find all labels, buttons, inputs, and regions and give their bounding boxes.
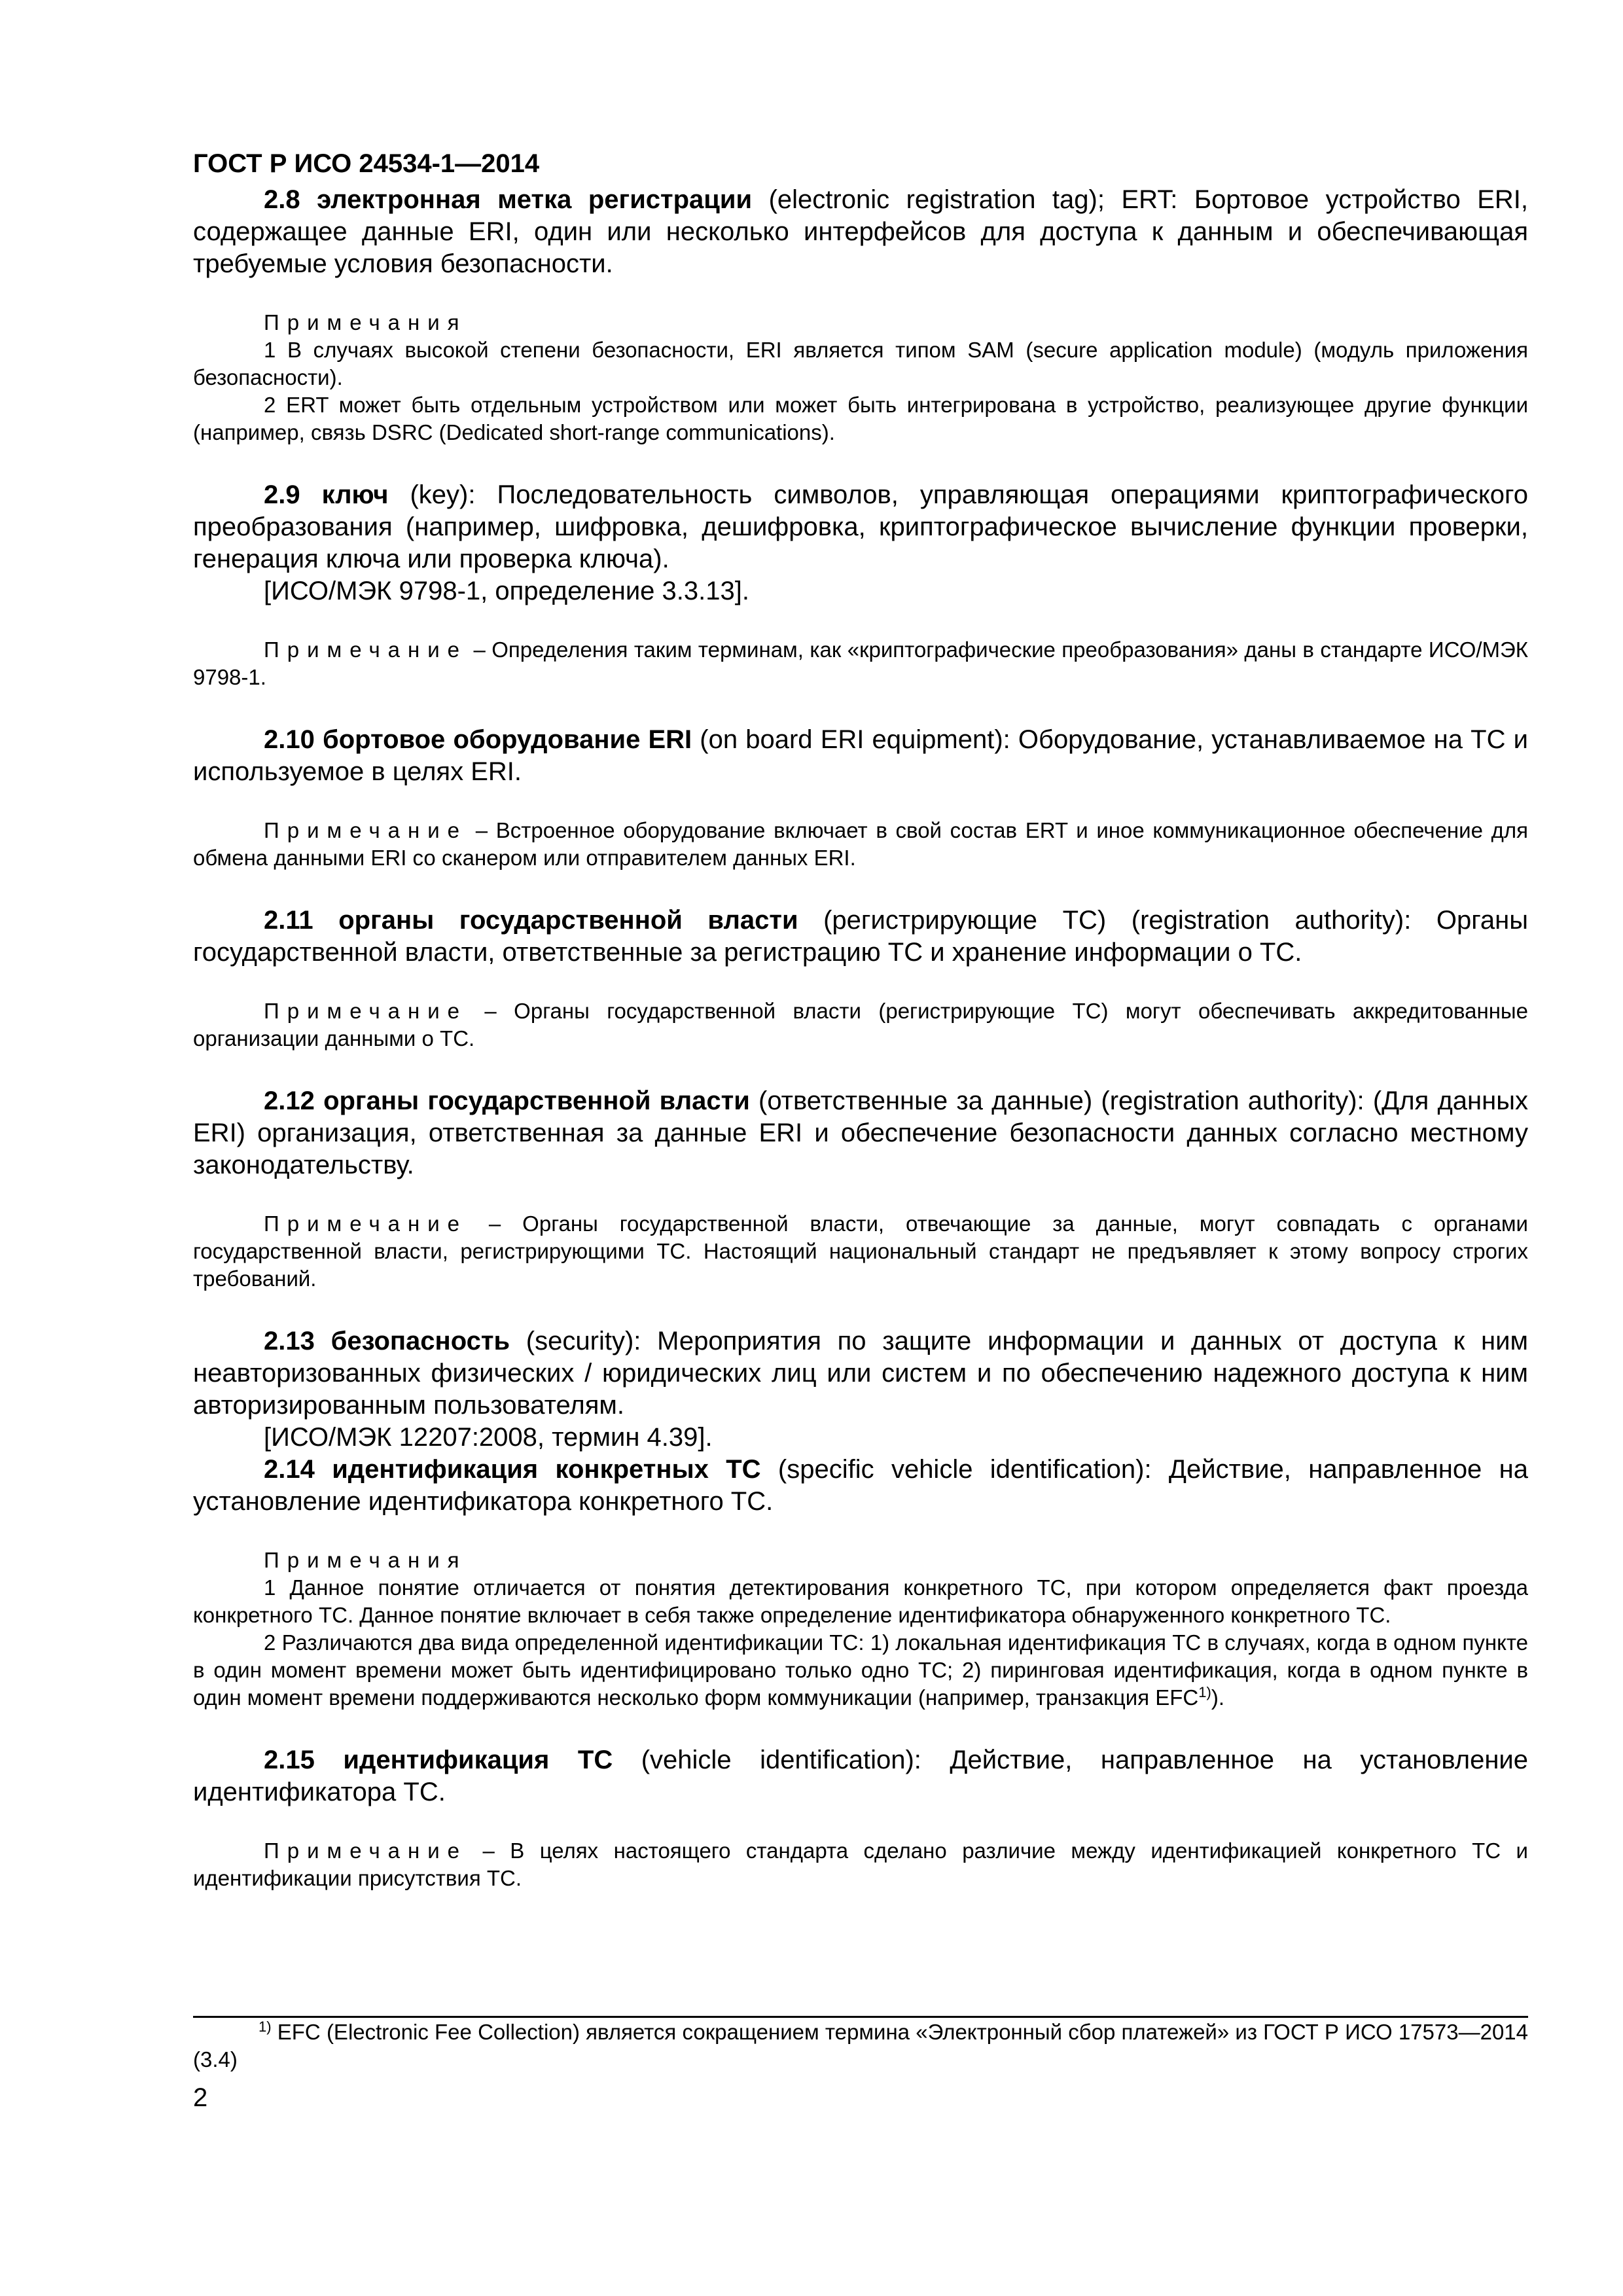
term-number: 2.9: [264, 480, 300, 509]
note-text: – Встроенное оборудование включает в свой состав ERT и иное коммуникационное обеспечение для обмена данными ERI со сканером или отправителем данных ERI.: [193, 818, 1528, 870]
term-definition: (electronic registration tag); ERT: Бортовое устройство ERI, содержащее данные ERI, один или несколько интерфейсов для доступа к данным и обеспечивающая требуемые условия безопасности.: [193, 185, 1529, 278]
term-reference: [ИСО/МЭК 9798-1, определение 3.3.13].: [264, 577, 749, 605]
note-text: – Определения таким терминам, как «криптографические преобразования» даны в стандарте ИСО/МЭК 9798-1.: [193, 637, 1528, 689]
term-2-12: [193, 1085, 1528, 1181]
term-number: 2.14: [264, 1455, 315, 1484]
note: [193, 1837, 1528, 1892]
notes-title: Примечания: [264, 310, 467, 334]
footnote-mark: 1): [259, 2018, 272, 2035]
term-definition: (security): Мероприятия по защите информации и данных от доступа к ним неавторизованных физических / юридических лиц или систем и по обеспечению надежного доступа к ним авторизированным пользователям.: [193, 1327, 1528, 1420]
term-title: идентификация конкретных ТС: [332, 1455, 761, 1484]
note-text: – Органы государственной власти (регистрирующие ТС) могут обеспечивать аккредитованные организации данными о ТС.: [193, 999, 1528, 1050]
term-title: электронная метка регистрации: [317, 185, 753, 214]
page-number: 2: [193, 2083, 208, 2112]
term-definition: (on board ERI equipment): Оборудование, устанавливаемое на ТС и используемое в целях ERI.: [193, 725, 1528, 786]
term-title: ключ: [321, 480, 389, 509]
note-item: 2 Различаются два вида определенной идентификации ТС: 1) локальная идентификация ТС в случаях, когда в одном пункте в один момент времени может быть идентифицировано только одно ТС; 2) пиринговая идентификация, когда в одном пункте в один момент времени поддерживаются несколько форм коммуникации (например, транзакция EFC$^{1)}$).: [193, 1630, 1528, 1710]
term-definition: (key): Последовательность символов, управляющая операциями криптографического преобразования (например, шифровка, дешифровка, криптографическое вычисление функции проверки, генерация ключа или проверка ключа).: [193, 480, 1529, 573]
term-2-14: [193, 1454, 1528, 1518]
term-number: 2.13: [264, 1327, 315, 1355]
term-2-15: [193, 1744, 1528, 1808]
term-2-13: [193, 1325, 1528, 1422]
term-2-8: [193, 184, 1528, 280]
footnote-text: EFC (Electronic Fee Collection) является сокращением термина «Электронный сбор платежей» из ГОСТ Р ИСО 17573—2014 (3.4): [193, 2020, 1528, 2072]
note-label: Примечание: [264, 1839, 468, 1863]
note-label: Примечание: [264, 1211, 468, 1236]
term-number: 2.15: [264, 1746, 315, 1774]
note: [193, 817, 1528, 872]
term-2-11: [193, 905, 1528, 969]
note-text: – В целях настоящего стандарта сделано различие между идентификацией конкретного ТС и идентификации присутствия ТС.: [193, 1839, 1528, 1890]
term-definition: (vehicle identification): Действие, направленное на установление идентификатора ТС.: [193, 1746, 1528, 1806]
note-label: Примечание: [264, 999, 468, 1023]
term-number: 2.11: [264, 906, 313, 935]
term-definition: (specific vehicle identification): Действие, направленное на установление идентификатора конкретного ТС.: [193, 1455, 1528, 1516]
note-item: 1 В случаях высокой степени безопасности, ERI является типом SAM (secure application module) (модуль приложения безопасности).: [193, 338, 1528, 389]
document-header: ГОСТ Р ИСО 24534-1—2014: [193, 149, 540, 178]
term-title: безопасность: [330, 1327, 510, 1355]
notes-title: Примечания: [264, 1548, 467, 1572]
document-page: [193, 147, 1528, 1892]
term-number: 2.10: [264, 725, 315, 754]
term-number: 2.8: [264, 185, 300, 214]
term-title: органы государственной власти: [338, 906, 798, 935]
term-number: 2.12: [264, 1086, 315, 1115]
note: [193, 1210, 1528, 1293]
term-definition: (регистрирующие ТС) (registration authority): Органы государственной власти, ответственные за регистрацию ТС и хранение информации о ТС.: [193, 906, 1528, 967]
note: [193, 997, 1528, 1052]
note-label: Примечание: [264, 637, 468, 662]
note: [193, 636, 1528, 691]
footnote-divider: [193, 2016, 1528, 2018]
term-title: идентификация ТС: [343, 1746, 613, 1774]
note-item: 2 ERT может быть отдельным устройством или может быть интегрирована в устройство, реализующее другие функции (например, связь DSRC (Dedicated short-range communications).: [193, 393, 1528, 444]
footnote-ref: 1): [1198, 1684, 1211, 1700]
term-definition: (ответственные за данные) (registration authority): (Для данных ERI) организация, ответственная за данные ERI и обеспечение безопасности данных согласно местному законодательству.: [193, 1086, 1528, 1179]
term-2-10: [193, 724, 1528, 788]
footnote: [193, 2018, 1528, 2073]
note-text: – Органы государственной власти, отвечающие за данные, могут совпадать с органами государственной власти, регистрирующими ТС. Настоящий национальный стандарт не предъявляет к этому вопросу строгих требований.: [193, 1211, 1528, 1291]
term-reference: [ИСО/МЭК 12207:2008, термин 4.39].: [264, 1423, 713, 1452]
note-item: 1 Данное понятие отличается от понятия детектирования конкретного ТС, при котором определяется факт проезда конкретного ТС. Данное понятие включает в себя также определение идентификатора обнаруженного конкретного ТС.: [193, 1575, 1528, 1627]
term-title: органы государственной власти: [323, 1086, 750, 1115]
note-label: Примечание: [264, 818, 468, 842]
term-title: бортовое оборудование ERI: [323, 725, 692, 754]
term-2-9: [193, 479, 1528, 575]
